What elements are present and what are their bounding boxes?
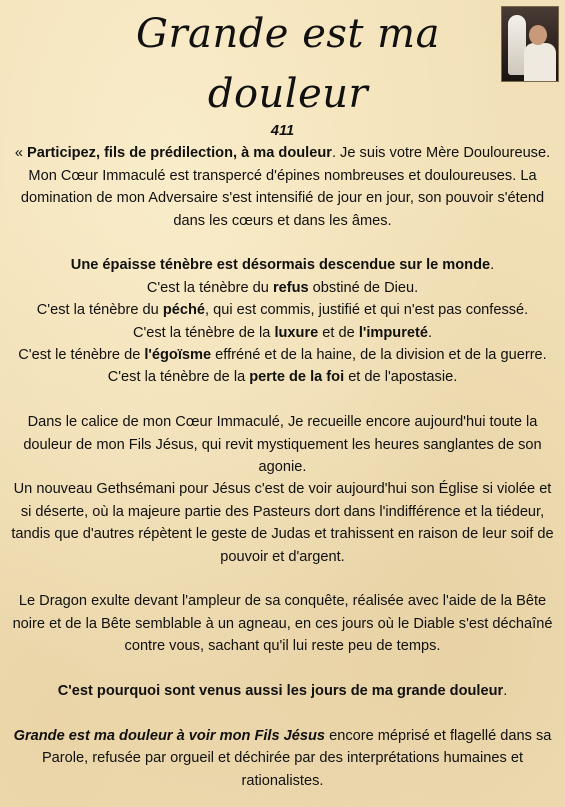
- paragraph-3: Dans le calice de mon Cœur Immaculé, Je recueille encore aujourd'hui toute la douleur de mon Fils Jésus, qui revit mystiquement les heures sanglantes de son agonie.: [23, 414, 542, 476]
- message-text: [8, 120, 557, 792]
- paragraph-6: [8, 680, 557, 702]
- priest-figure: [524, 43, 556, 81]
- paragraph-7-emphasis: Grande est ma douleur à voir mon Fils Jésus: [13, 727, 326, 744]
- darkness-heading: [8, 254, 557, 276]
- paragraph-6-emphasis: C'est pourquoi sont venus aussi les jours de ma grande douleur: [57, 683, 504, 700]
- text: .: [428, 324, 433, 341]
- message-number: 411: [270, 123, 295, 139]
- text: obstiné de Dieu.: [308, 279, 419, 296]
- keyword: perte de la foi: [249, 369, 345, 386]
- priest-head: [529, 25, 547, 45]
- text: C'est la ténèbre de la: [132, 324, 275, 341]
- keyword: refus: [272, 279, 309, 296]
- keyword: péché: [162, 302, 206, 319]
- darkness-line-peche: [8, 299, 557, 321]
- text: C'est la ténèbre du: [36, 302, 163, 319]
- darkness-heading-bold: Une épaisse ténèbre est désormais descendue sur le monde: [70, 257, 491, 274]
- keyword: l'égoïsme: [144, 347, 212, 364]
- paragraph-5: Le Dragon exulte devant l'ampleur de sa conquête, réalisée avec l'aide de la Bête noire et de la Bête semblable à un agneau, en ces jours où le Diable s'est déchaîné contre vous, sachant qu'il lui reste peu de temps.: [12, 593, 553, 655]
- text: encore méprisé et flagellé dans sa Parole, refusée par orgueil et déchirée par des interprétations humaines et rationalistes.: [41, 727, 552, 789]
- page-title: Grande est ma douleur: [136, 11, 440, 117]
- darkness-heading-end: .: [490, 257, 495, 274]
- text: C'est la ténèbre de la: [107, 369, 250, 386]
- darkness-line-luxure: [8, 322, 557, 344]
- text: effréné et de la haine, de la division et de la guerre.: [211, 347, 547, 364]
- paragraph-1: [8, 142, 557, 232]
- text: et de l'apostasie.: [344, 369, 458, 386]
- text: , qui est commis, justifié et qui n'est pas confessé.: [205, 302, 529, 319]
- paragraph-7: [8, 725, 557, 792]
- devotional-photo: [501, 6, 559, 82]
- darkness-line-refus: [8, 277, 557, 299]
- text: C'est la ténèbre du: [146, 279, 273, 296]
- paragraph-1-text: . Je suis votre Mère Douloureuse. Mon Cœur Immaculé est transpercé d'épines nombreuses et douloureuses. La domination de mon Adversaire s'est intensifié de jour en jour, son pouvoir s'étend dans les cœurs et dans les âmes.: [20, 145, 551, 229]
- quote-mark: «: [14, 145, 28, 162]
- text: C'est le ténèbre de: [18, 347, 145, 364]
- keyword: luxure: [274, 324, 319, 341]
- keyword: l'impureté: [358, 324, 428, 341]
- darkness-line-egoisme: [8, 344, 557, 366]
- paragraph-4: Un nouveau Gethsémani pour Jésus c'est de voir aujourd'hui son Église si violée et si déserte, où la majeure partie des Pasteurs dort dans l'indifférence et la tiédeur, tandis que d'autres répètent le geste de Judas et trahissent en raison de leur soif de pouvoir et d'argent.: [11, 481, 554, 565]
- darkness-line-foi: [8, 366, 557, 388]
- text: et de: [318, 324, 359, 341]
- text: .: [503, 683, 508, 700]
- paragraph-1-emphasis: Participez, fils de prédilection, à ma douleur: [27, 145, 332, 162]
